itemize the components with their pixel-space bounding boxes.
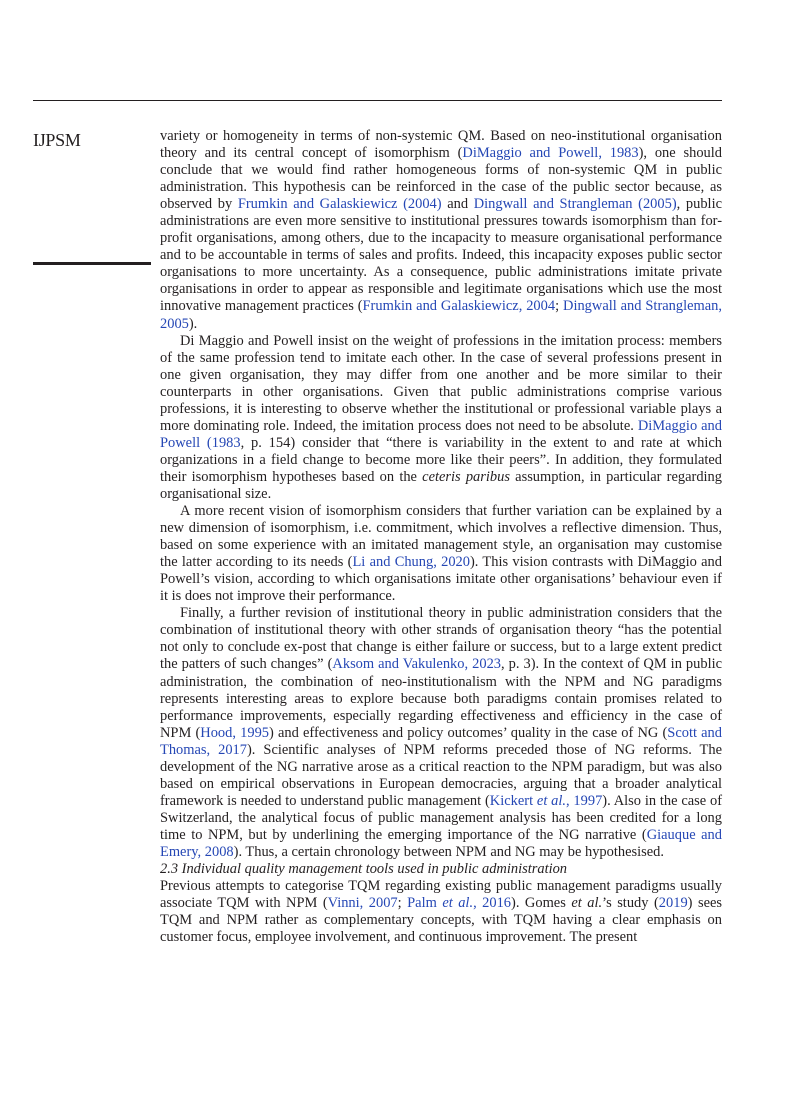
citation-link[interactable]: et al. bbox=[536, 792, 566, 809]
citation-link[interactable]: Aksom and Vakulenko, 2023 bbox=[332, 656, 502, 673]
paragraph bbox=[160, 605, 722, 861]
text-run: ; bbox=[555, 298, 564, 315]
citation-link[interactable]: Palm bbox=[407, 895, 443, 912]
citation-link[interactable]: Hood, 1995 bbox=[200, 724, 270, 741]
text-run: ; bbox=[397, 895, 408, 912]
text-run: Finally, a further revision of institutional theory in public administration considers that the combination of institutional theory with other strands of organisation theory “has the potential not only to conclude ex-post that change is either failure or success, but to a large extent predict the patters of such changes” ( bbox=[160, 605, 722, 673]
citation-link[interactable]: DiMaggio and Powell (1983 bbox=[160, 417, 722, 451]
side-rule bbox=[33, 262, 151, 265]
paragraph bbox=[160, 878, 722, 946]
italic-text: et al. bbox=[571, 895, 603, 912]
citation-link[interactable]: Li and Chung, 2020 bbox=[352, 554, 470, 571]
text-run: variety or homogeneity in terms of non-systemic QM. Based on neo-institutional organisation theory and its central concept of isomorphism ( bbox=[160, 128, 722, 162]
citation-link[interactable]: Frumkin and Galaskiewicz (2004) bbox=[237, 196, 442, 213]
citation-link[interactable]: , 2016 bbox=[473, 895, 512, 912]
text-run: , p. 3). In the context of QM in public administration, the combination of neo-institutionalism with the NPM and NG paradigms represents interesting areas to explore because both paradigms contain promises related to performance improvements, especially regarding effectiveness and efficiency in the case of NPM ( bbox=[160, 656, 723, 741]
citation-link[interactable]: , 1997 bbox=[565, 792, 603, 809]
text-run: A more recent vision of isomorphism considers that further variation can be explained by a new dimension of isomorphism, i.e. commitment, which involves a reflective dimension. Thus, based on some experience with an imitated management style, an organisation may customise the latter according to its needs ( bbox=[160, 503, 722, 571]
paragraph bbox=[160, 333, 722, 503]
citation-link[interactable]: 2019 bbox=[658, 895, 688, 912]
citation-link[interactable]: Vinni, 2007 bbox=[327, 895, 398, 912]
citation-link[interactable]: Kickert bbox=[489, 792, 537, 809]
text-run: Di Maggio and Powell insist on the weight of professions in the imitation process: members of the same profession tend to imitate each other. In the case of several professions present in one given organisation, they may differ from one another and be more similar to their counterparts in other organisations. Given that public administrations comprise various professions, it is interesting to observe whether the institutional or professional variable plays a more dominating role. Indeed, the imitation process does not need to be absolute. bbox=[160, 332, 722, 434]
text-run: and bbox=[441, 196, 474, 213]
text-run: , public administrations are even more sensitive to institutional pressures towards isomorphism than for-profit organisations, among others, due to the incapacity to measure organisational performance and to be accountable in terms of sales and profits. Indeed, this incapacity exposes public sector organisations to more uncertainty. As a consequence, public administrations imitate private organisations in order to appear as responsible and legitimate organisations which use the most innovative management practices ( bbox=[160, 196, 722, 315]
paragraph bbox=[160, 128, 722, 333]
top-rule bbox=[33, 100, 722, 101]
text-run: ). Thus, a certain chronology between NPM and NG may be hypothesised. bbox=[233, 843, 664, 860]
text-run: ). bbox=[188, 315, 198, 332]
citation-link[interactable]: DiMaggio and Powell, 1983 bbox=[462, 145, 639, 162]
text-run: ), one should conclude that we would find rather homogeneous forms of non-systemic QM in public administration. This hypothesis can be reinforced in the case of the public sector because, as observed by bbox=[160, 145, 722, 213]
citation-link[interactable]: Frumkin and Galaskiewicz, 2004 bbox=[362, 298, 556, 315]
journal-code: IJPSM bbox=[33, 130, 81, 150]
text-run: ). Scientific analyses of NPM reforms preceded those of NG reforms. The development of the NG narrative arose as a critical reaction to the NPM paradigm, but was also based on empirical observations in European democracies, arguing that a broader analytical framework is needed to understand public management ( bbox=[160, 741, 722, 809]
citation-link[interactable]: Dingwall and Strangleman, 2005 bbox=[160, 298, 722, 332]
text-run: ) and effectiveness and policy outcomes’ quality in the case of NG ( bbox=[269, 724, 668, 741]
text-column bbox=[160, 128, 722, 946]
citation-link[interactable]: Giauque and Emery, 2008 bbox=[160, 826, 722, 860]
text-run: ’s study ( bbox=[602, 895, 659, 912]
text-run: , p. 154) consider that “there is variability in the extent to and rate at which organizations in a field change to become more like their peers”. In addition, they formulated their isomorphism hypotheses based on the bbox=[160, 434, 722, 485]
citation-link[interactable]: et al. bbox=[442, 895, 474, 912]
text-run: assumption, in particular regarding organisational size. bbox=[160, 468, 722, 502]
section-heading: 2.3 Individual quality management tools used in public administration bbox=[160, 861, 568, 878]
paragraph bbox=[160, 503, 722, 605]
text-run: ). Also in the case of Switzerland, the analytical focus of public management analysis has been credited for a long time to NPM, but by underlining the emerging importance of the NG narrative ( bbox=[160, 792, 723, 843]
citation-link[interactable]: Dingwall and Strangleman (2005) bbox=[473, 196, 677, 213]
italic-text: ceteris paribus bbox=[422, 468, 510, 485]
text-run: ). This vision contrasts with DiMaggio and Powell’s vision, according to which organisations imitate other organisations’ behaviour even if it is does not improve their performance. bbox=[160, 554, 722, 605]
text-run: ). Gomes bbox=[511, 895, 572, 912]
citation-link[interactable]: Scott and Thomas, 2017 bbox=[160, 724, 722, 758]
text-run: ) sees TQM and NPM rather as complementary concepts, with TQM having a clear emphasis on customer focus, employee involvement, and continuous improvement. The present bbox=[160, 895, 723, 946]
text-run: Previous attempts to categorise TQM regarding existing public management paradigms usually associate TQM with NPM ( bbox=[160, 878, 722, 912]
